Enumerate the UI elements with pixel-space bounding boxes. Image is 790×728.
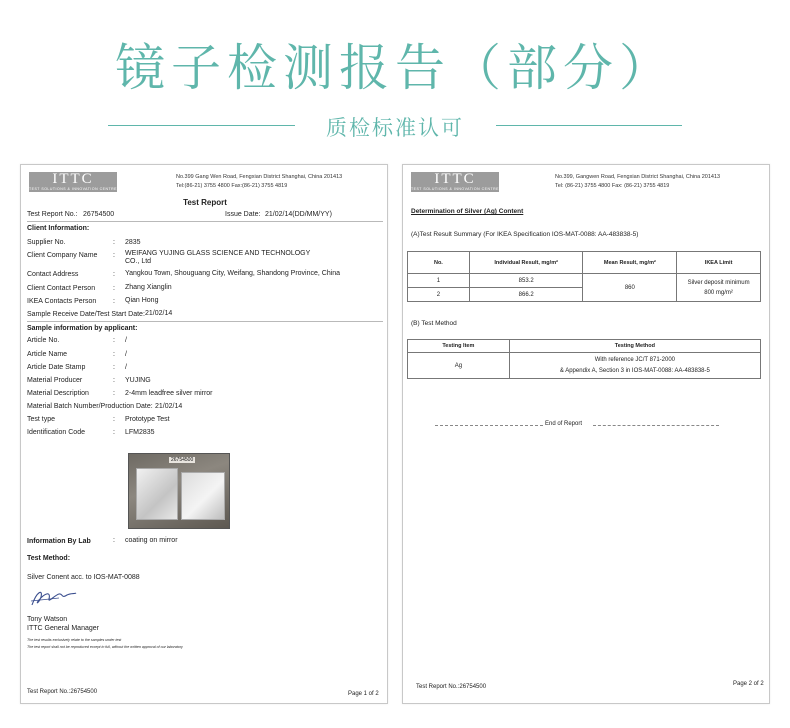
info-lab-label: Information By Lab	[27, 538, 91, 545]
footer-page-no: Page 1 of 2	[348, 691, 379, 697]
field-value: Prototype Test	[125, 416, 170, 423]
signer-name: Tony Watson	[27, 616, 68, 623]
field-value: YUJING	[125, 377, 151, 384]
col-header: IKEA Limit	[677, 252, 761, 274]
report-page-2	[402, 164, 770, 704]
batch-label: Material Batch Number/Production Date:	[27, 403, 153, 410]
test-method-heading: Test Method:	[27, 555, 71, 562]
col-header: Mean Result, mg/m²	[583, 252, 677, 274]
sample-photo	[128, 453, 230, 529]
subtitle: 质检标准认可	[326, 116, 464, 140]
field-colon: :	[113, 285, 115, 292]
field-colon: :	[113, 537, 115, 544]
field-label: Test type	[27, 416, 56, 423]
mirror-sample	[181, 472, 225, 520]
address-line: No.399 Gang Wen Road, Fengxian District Shanghai, China 201413	[176, 174, 343, 180]
cell-limit	[677, 274, 761, 302]
ittc-logo	[29, 172, 117, 192]
address-line: No.399, Gangwen Road, Fengxian District Shanghai, China 201413	[555, 174, 721, 180]
footer-report-no: Test Report No.:26754500	[27, 689, 98, 695]
field-value: Qian Hong	[125, 297, 159, 304]
end-dash-right	[593, 425, 719, 426]
report-title: Test Report	[183, 198, 227, 207]
end-of-report: End of Report	[545, 421, 583, 427]
col-header: Individual Result, mg/m²	[469, 252, 583, 274]
method-line: With reference JC/T 871-2000	[594, 356, 675, 363]
footer-report-no: Test Report No.:26754500	[416, 684, 487, 690]
col-header: No.	[408, 252, 470, 274]
divider	[27, 321, 383, 322]
cell-no: 1	[408, 274, 470, 288]
logo-subtext: TEST SOLUTIONS & INNOVATION CENTRE	[29, 187, 117, 191]
field-value: Zhang Xianglin	[125, 284, 172, 291]
mirror-sample	[136, 468, 178, 520]
subtitle-right-line	[496, 125, 682, 126]
footer-page-no: Page 2 of 2	[733, 681, 764, 687]
field-value-cont: CO., Ltd	[125, 258, 152, 265]
report-page-1	[20, 164, 388, 704]
page-title: 镜子检测报告（部分）	[115, 39, 675, 97]
field-colon: :	[113, 364, 115, 371]
field-label: Client Contact Person	[27, 285, 96, 292]
field-value: WEIFANG YUJING GLASS SCIENCE AND TECHNOLOGY	[125, 250, 311, 257]
field-value: /	[125, 364, 127, 371]
sample-receive-label: Sample Receive Date/Test Start Date:	[27, 311, 145, 318]
field-label: IKEA Contacts Person	[27, 298, 97, 305]
lab-address	[555, 173, 720, 191]
photo-label: 26754500	[171, 457, 194, 463]
field-value: 2835	[125, 239, 141, 246]
section-title: Determination of Silver (Ag) Content	[411, 208, 524, 215]
field-colon: :	[113, 429, 115, 436]
field-label: Article Name	[27, 351, 68, 358]
field-label: Client Company Name	[27, 252, 98, 259]
info-lab-value: coating on mirror	[125, 537, 178, 544]
issue-date-value: 21/02/14(DD/MM/YY)	[265, 211, 332, 218]
field-colon: :	[113, 252, 115, 259]
cell-individual: 866.2	[469, 288, 583, 302]
field-label: Identification Code	[27, 429, 85, 436]
results-table	[407, 251, 761, 302]
field-colon: :	[113, 351, 115, 358]
report-no-label: Test Report No.:	[27, 211, 78, 218]
cell-method	[509, 353, 760, 379]
cell-mean: 860	[583, 274, 677, 302]
field-value: 2-4mm leadfree silver mirror	[125, 390, 213, 397]
col-header: Testing Method	[509, 340, 760, 353]
table-row	[408, 353, 761, 379]
issue-date-label: Issue Date:	[225, 211, 261, 218]
lab-address	[176, 173, 342, 191]
field-label: Article Date Stamp	[27, 364, 86, 371]
disclaimer: The test results exclusively relate to the samples under test	[27, 638, 122, 642]
end-dash-left	[435, 425, 543, 426]
signer-title: ITTC General Manager	[27, 625, 99, 632]
sample-receive-value: 21/02/14	[145, 310, 173, 317]
limit-line: Silver deposit minimum	[687, 279, 750, 286]
cell-item: Ag	[408, 353, 510, 379]
report-no-value: 26754500	[83, 211, 115, 218]
logo-text: ITTC	[434, 171, 476, 187]
client-heading: Client Information:	[27, 225, 90, 232]
divider	[27, 221, 383, 222]
table-header-row	[408, 340, 761, 353]
limit-line: 800 mg/m²	[704, 289, 733, 296]
field-colon: :	[113, 239, 115, 246]
signature-image	[29, 585, 77, 611]
contact-line: Tel: (86-21) 3755 4800 Fax: (86-21) 3755 4819	[555, 183, 670, 189]
field-colon: :	[113, 298, 115, 305]
field-label: Supplier No.	[27, 239, 66, 246]
method-table	[407, 339, 761, 379]
logo-text: ITTC	[52, 171, 94, 187]
field-colon: :	[113, 390, 115, 397]
field-colon: :	[113, 337, 115, 344]
field-colon: :	[113, 377, 115, 384]
ittc-logo	[411, 172, 499, 192]
contact-line: Tel:(86-21) 3755 4800 Fax:(86-21) 3755 4819	[176, 183, 288, 189]
col-header: Testing Item	[408, 340, 510, 353]
field-value: /	[125, 351, 127, 358]
field-label: Material Description	[27, 390, 89, 397]
subtitle-row	[0, 110, 790, 140]
logo-subtext: TEST SOLUTIONS & INNOVATION CENTRE	[411, 187, 499, 191]
field-colon: :	[113, 271, 115, 278]
test-method-text: Silver Conent acc. to IOS-MAT-0088	[27, 574, 140, 581]
method-line: & Appendix A, Section 3 in IOS-MAT-0088: AA-483838-5	[559, 367, 710, 374]
method-label: (B) Test Method	[411, 320, 457, 327]
table-header-row	[408, 252, 761, 274]
table-row	[408, 274, 761, 288]
field-label: Article No.	[27, 337, 60, 344]
field-value: /	[125, 337, 127, 344]
field-label: Material Producer	[27, 377, 83, 384]
field-label: Contact Address	[27, 271, 79, 278]
field-value: LFM2835	[125, 429, 155, 436]
sample-heading: Sample information by applicant:	[27, 325, 138, 332]
cell-individual: 853.2	[469, 274, 583, 288]
cell-no: 2	[408, 288, 470, 302]
field-colon: :	[113, 416, 115, 423]
disclaimer: The test report shall not be reproduced except in full, without the written approval of our laboratory	[27, 645, 183, 649]
field-value: Yangkou Town, Shouguang City, Weifang, Shandong Province, China	[125, 270, 341, 277]
summary-label: (A)Test Result Summary (For IKEA Specification IOS-MAT-0088: AA-483838-5)	[411, 231, 639, 238]
batch-value: 21/02/14	[155, 403, 183, 410]
